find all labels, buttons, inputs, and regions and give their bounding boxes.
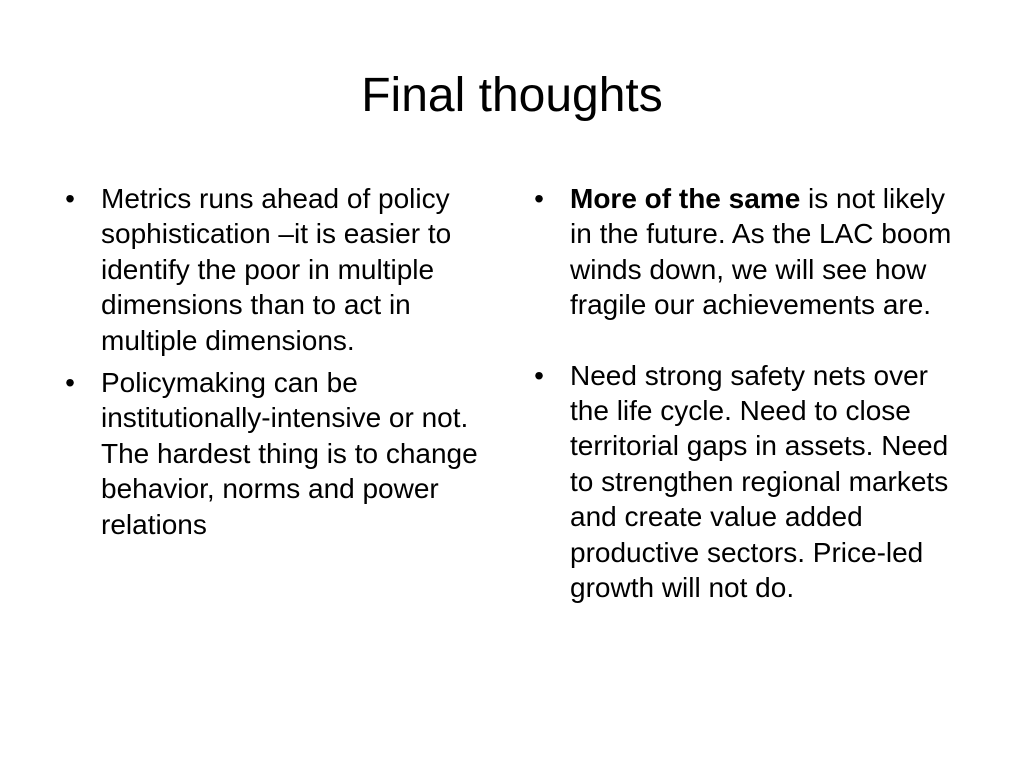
list-item xyxy=(56,181,496,358)
list-item xyxy=(525,358,965,606)
right-column xyxy=(525,181,965,605)
bullet-text: Need strong safety nets over the life cycle. Need to close territorial gaps in assets. Need to strengthen regional markets and create value added productive sectors. Price-led growth will not do. xyxy=(570,359,949,604)
bullet-text: is not likely in the future. As the LAC boom winds down, we will see how fragile our achievements are. xyxy=(570,183,952,321)
left-bullet-list xyxy=(56,181,496,542)
bullet-icon: • xyxy=(65,183,75,214)
bullet-bold-text: More of the same xyxy=(570,183,801,214)
bullet-text: Metrics runs ahead of policy sophistication –it is easier to identify the poor in multiple dimensions than to act in multiple dimensions. xyxy=(101,183,452,356)
bullet-icon: • xyxy=(534,183,544,214)
list-item xyxy=(56,365,496,542)
bullet-icon: • xyxy=(65,367,75,399)
slide-title: Final thoughts xyxy=(361,69,663,122)
list-item xyxy=(525,181,965,323)
right-bullet-list xyxy=(525,181,965,605)
bullet-icon: • xyxy=(534,359,544,391)
bullet-text: Policymaking can be institutionally-intensive or not. The hardest thing is to change behavior, norms and power relations xyxy=(101,367,478,540)
left-column xyxy=(56,181,496,542)
